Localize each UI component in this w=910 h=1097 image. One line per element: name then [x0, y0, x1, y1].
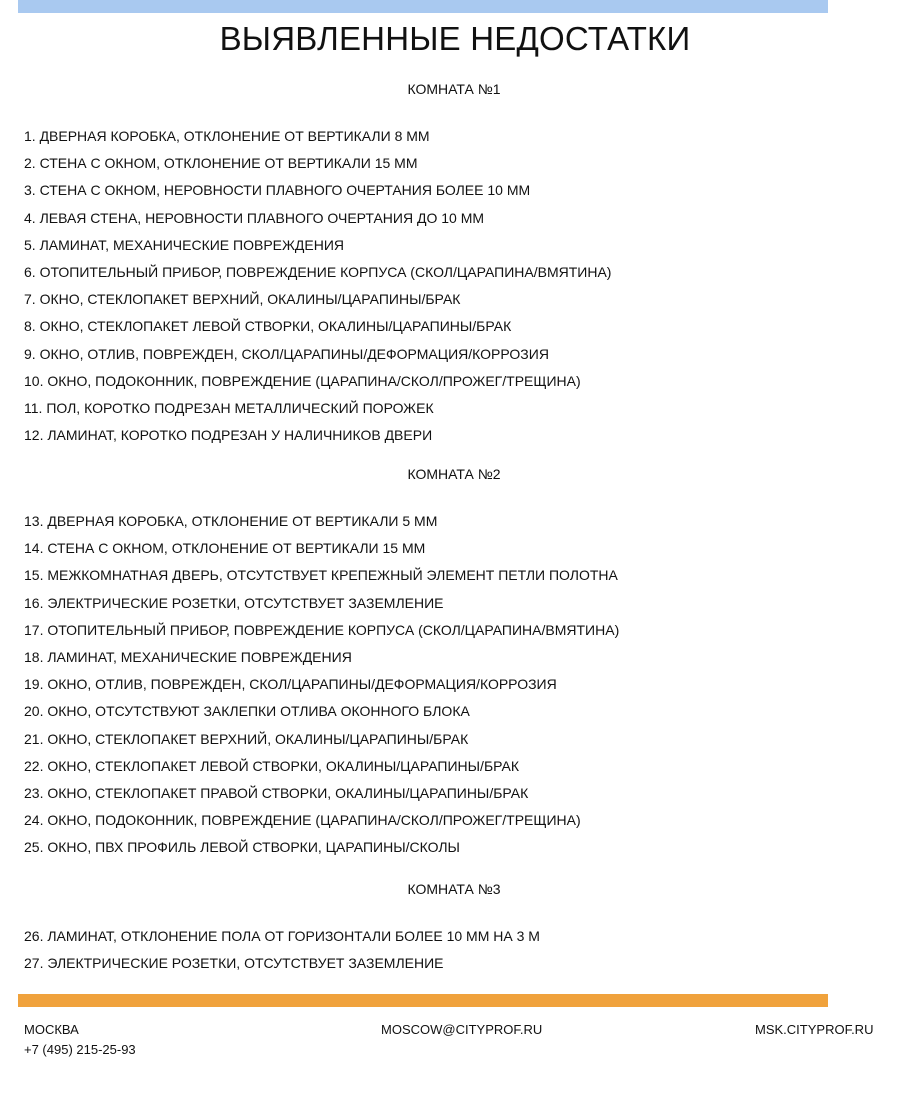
- footer-email: MOSCOW@CITYPROF.RU: [381, 1022, 543, 1037]
- page-title: ВЫЯВЛЕННЫЕ НЕДОСТАТКИ: [219, 20, 691, 57]
- list-item: 10. ОКНО, ПОДОКОННИК, ПОВРЕЖДЕНИЕ (ЦАРАПИНА/СКОЛ/ПРОЖЕГ/ТРЕЩИНА): [24, 372, 581, 389]
- top-accent-bar: [18, 0, 828, 13]
- list-item: 3. СТЕНА С ОКНОМ, НЕРОВНОСТИ ПЛАВНОГО ОЧЕРТАНИЯ БОЛЕЕ 10 ММ: [24, 182, 531, 199]
- list-item: 2. СТЕНА С ОКНОМ, ОТКЛОНЕНИЕ ОТ ВЕРТИКАЛИ 15 ММ: [24, 155, 418, 172]
- list-item: 19. ОКНО, ОТЛИВ, ПОВРЕЖДЕН, СКОЛ/ЦАРАПИНЫ/ДЕФОРМАЦИЯ/КОРРОЗИЯ: [24, 676, 557, 693]
- list-item: 25. ОКНО, ПВХ ПРОФИЛЬ ЛЕВОЙ СТВОРКИ, ЦАРАПИНЫ/СКОЛЫ: [24, 839, 460, 856]
- list-item: 5. ЛАМИНАТ, МЕХАНИЧЕСКИЕ ПОВРЕЖДЕНИЯ: [24, 236, 345, 253]
- list-item: 23. ОКНО, СТЕКЛОПАКЕТ ПРАВОЙ СТВОРКИ, ОКАЛИНЫ/ЦАРАПИНЫ/БРАК: [24, 784, 529, 801]
- list-item: 12. ЛАМИНАТ, КОРОТКО ПОДРЕЗАН У НАЛИЧНИКОВ ДВЕРИ: [24, 427, 433, 444]
- list-item: 7. ОКНО, СТЕКЛОПАКЕТ ВЕРХНИЙ, ОКАЛИНЫ/ЦАРАПИНЫ/БРАК: [24, 291, 461, 308]
- list-item: 9. ОКНО, ОТЛИВ, ПОВРЕЖДЕН, СКОЛ/ЦАРАПИНЫ/ДЕФОРМАЦИЯ/КОРРОЗИЯ: [24, 345, 549, 362]
- list-item: 21. ОКНО, СТЕКЛОПАКЕТ ВЕРХНИЙ, ОКАЛИНЫ/ЦАРАПИНЫ/БРАК: [24, 730, 469, 747]
- defect-list: [24, 123, 884, 449]
- list-item: 15. МЕЖКОМНАТНАЯ ДВЕРЬ, ОТСУТСТВУЕТ КРЕПЕЖНЫЙ ЭЛЕМЕНТ ПЕТЛИ ПОЛОТНА: [24, 567, 618, 584]
- list-item: 27. ЭЛЕКТРИЧЕСКИЕ РОЗЕТКИ, ОТСУТСТВУЕТ ЗАЗЕМЛЕНИЕ: [24, 955, 444, 972]
- room-section-3: [24, 878, 884, 977]
- room-heading: КОМНАТА №1: [407, 81, 501, 97]
- footer-site: MSK.CITYPROF.RU: [755, 1022, 874, 1037]
- list-item: 20. ОКНО, ОТСУТСТВУЮТ ЗАКЛЕПКИ ОТЛИВА ОКОННОГО БЛОКА: [24, 703, 470, 720]
- room-heading: КОМНАТА №3: [407, 881, 501, 897]
- list-item: 11. ПОЛ, КОРОТКО ПОДРЕЗАН МЕТАЛЛИЧЕСКИЙ ПОРОЖЕК: [24, 399, 434, 416]
- list-item: 1. ДВЕРНАЯ КОРОБКА, ОТКЛОНЕНИЕ ОТ ВЕРТИКАЛИ 8 ММ: [24, 128, 430, 144]
- list-item: 22. ОКНО, СТЕКЛОПАКЕТ ЛЕВОЙ СТВОРКИ, ОКАЛИНЫ/ЦАРАПИНЫ/БРАК: [24, 757, 520, 774]
- list-item: 8. ОКНО, СТЕКЛОПАКЕТ ЛЕВОЙ СТВОРКИ, ОКАЛИНЫ/ЦАРАПИНЫ/БРАК: [24, 318, 512, 335]
- list-item: 16. ЭЛЕКТРИЧЕСКИЕ РОЗЕТКИ, ОТСУТСТВУЕТ ЗАЗЕМЛЕНИЕ: [24, 594, 444, 611]
- room-section-1: [24, 78, 884, 449]
- list-item: 24. ОКНО, ПОДОКОННИК, ПОВРЕЖДЕНИЕ (ЦАРАПИНА/СКОЛ/ПРОЖЕГ/ТРЕЩИНА): [24, 812, 581, 829]
- defect-list: [24, 508, 884, 861]
- room-section-2: [24, 463, 884, 861]
- list-item: 26. ЛАМИНАТ, ОТКЛОНЕНИЕ ПОЛА ОТ ГОРИЗОНТАЛИ БОЛЕЕ 10 ММ НА 3 М: [24, 928, 540, 944]
- footer-city: МОСКВА: [24, 1022, 79, 1037]
- list-item: 13. ДВЕРНАЯ КОРОБКА, ОТКЛОНЕНИЕ ОТ ВЕРТИКАЛИ 5 ММ: [24, 513, 438, 529]
- list-item: 6. ОТОПИТЕЛЬНЫЙ ПРИБОР, ПОВРЕЖДЕНИЕ КОРПУСА (СКОЛ/ЦАРАПИНА/ВМЯТИНА): [24, 263, 612, 280]
- list-item: 14. СТЕНА С ОКНОМ, ОТКЛОНЕНИЕ ОТ ВЕРТИКАЛИ 15 ММ: [24, 540, 426, 557]
- list-item: 17. ОТОПИТЕЛЬНЫЙ ПРИБОР, ПОВРЕЖДЕНИЕ КОРПУСА (СКОЛ/ЦАРАПИНА/ВМЯТИНА): [24, 621, 620, 638]
- room-heading: КОМНАТА №2: [407, 466, 501, 482]
- list-item: 18. ЛАМИНАТ, МЕХАНИЧЕСКИЕ ПОВРЕЖДЕНИЯ: [24, 648, 352, 665]
- footer-phone: +7 (495) 215-25-93: [24, 1042, 136, 1057]
- bottom-accent-bar: [18, 994, 828, 1007]
- defect-list: [24, 923, 884, 977]
- list-item: 4. ЛЕВАЯ СТЕНА, НЕРОВНОСТИ ПЛАВНОГО ОЧЕРТАНИЯ ДО 10 ММ: [24, 209, 485, 226]
